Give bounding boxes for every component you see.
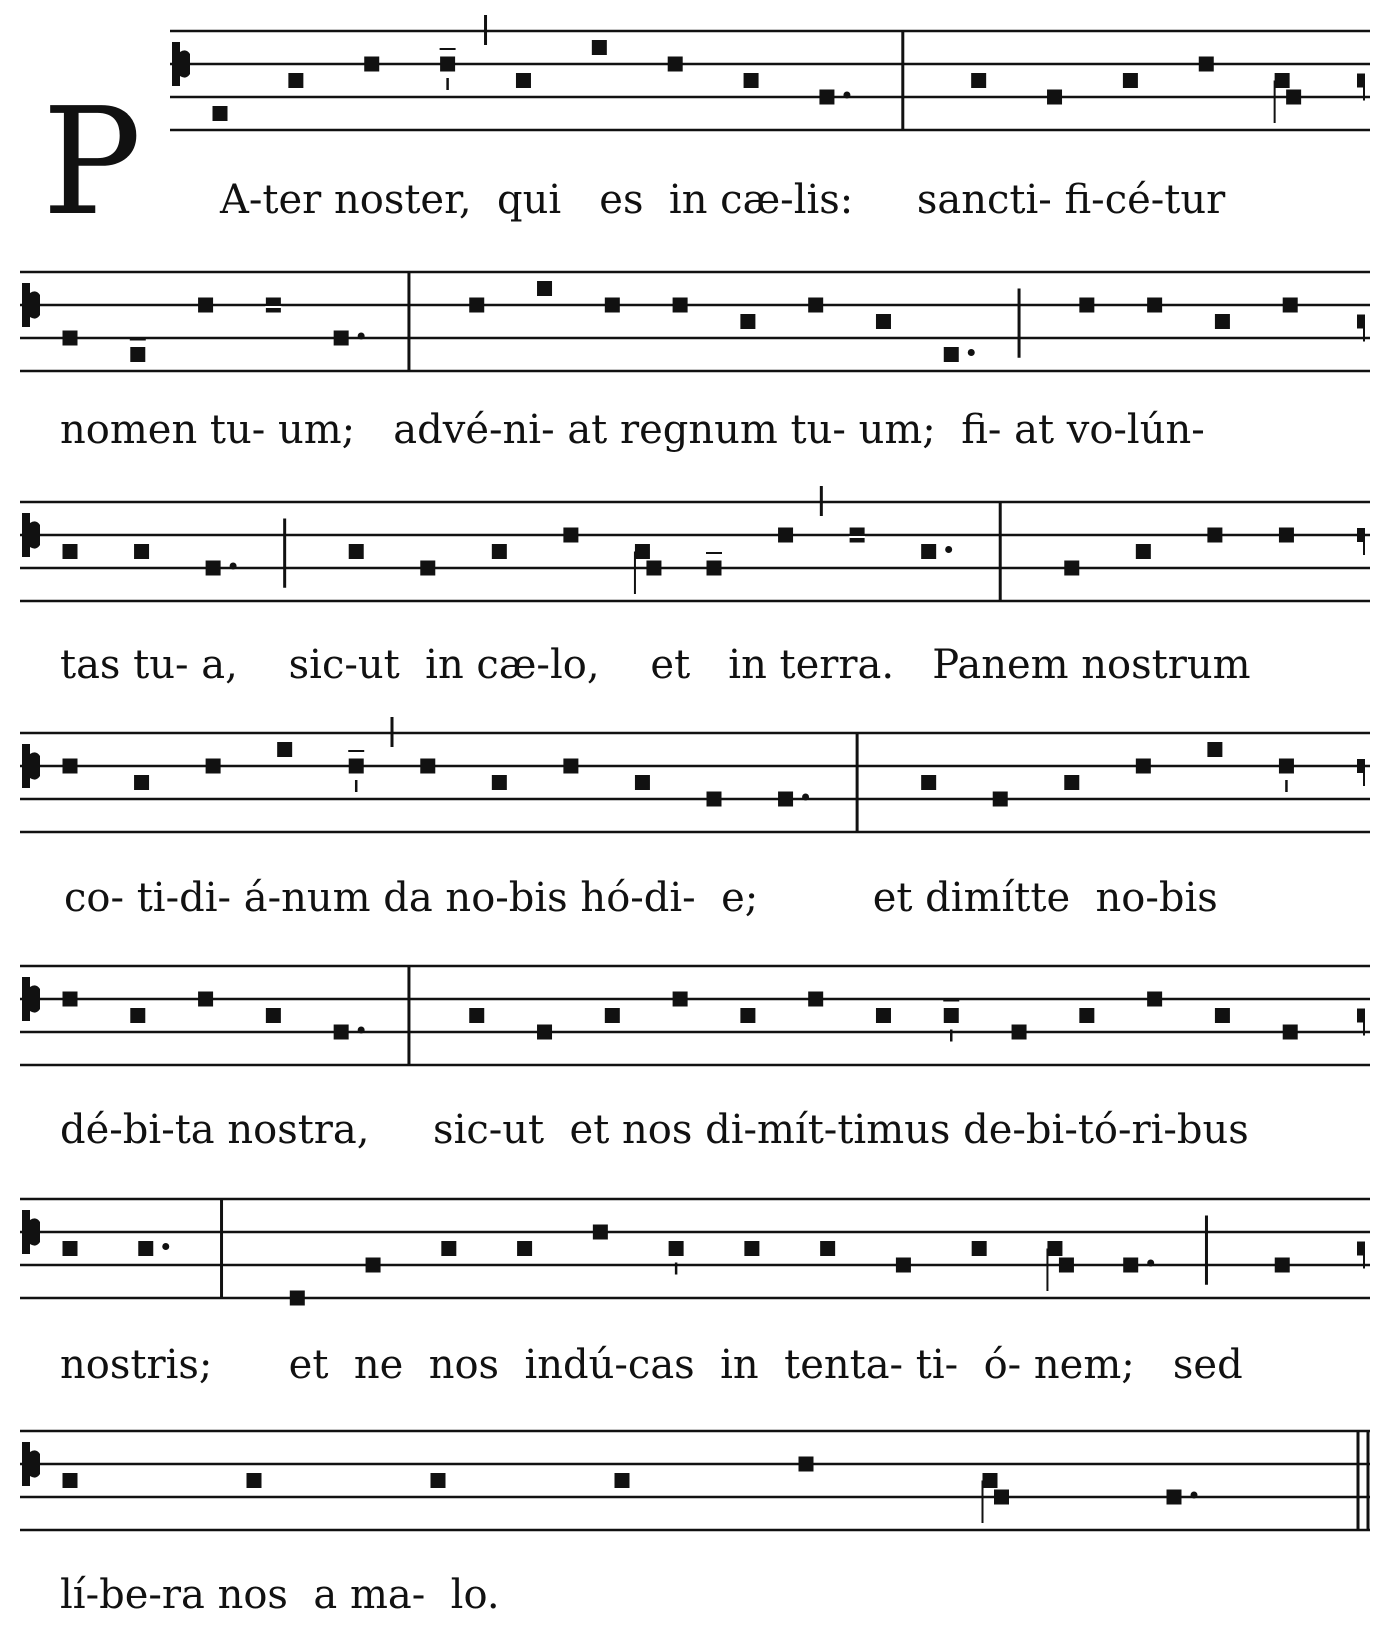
punctum-note [820,1241,835,1256]
punctum-note [420,561,435,576]
punctum-note [1283,298,1298,313]
punctum-note [1064,775,1079,790]
mora-dot [358,1027,365,1034]
punctum-note [850,528,865,543]
punctum-note [198,298,213,313]
punctum-note [1064,561,1079,576]
punctum-note [1059,1258,1074,1273]
punctum-note [808,298,823,313]
mora-dot [843,92,850,99]
mora-dot [968,349,975,356]
punctum-note [206,561,221,576]
punctum-note [983,1473,998,1488]
punctum-note [1207,742,1222,757]
punctum-note [130,347,145,362]
c-clef-icon [22,1210,40,1254]
punctum-note [492,544,507,559]
punctum-note [130,1008,145,1023]
punctum-note [334,1025,349,1040]
custos [1358,760,1364,786]
punctum-note [1079,1008,1094,1023]
punctum-note [349,544,364,559]
punctum-note [921,775,936,790]
punctum-note [349,759,364,774]
punctum-note [63,544,78,559]
punctum-note [206,759,221,774]
punctum-note [669,1241,684,1256]
c-clef-icon [22,1442,40,1486]
lyric-line: dé-bi-ta nostra, sic-ut et nos di-mít-timus de-bi-tó-ri-bus [60,1107,1249,1153]
punctum-note [1167,1490,1182,1505]
c-clef-icon [22,977,40,1021]
punctum-note [63,1473,78,1488]
punctum-note [1199,57,1214,72]
c-clef-icon [22,513,40,557]
punctum-note [971,73,986,88]
lyric-line: lí-be-ra nos a ma- lo. [60,1572,500,1618]
lyric-line: nostris; et ne nos indú-cas in tenta- ti- ó- nem; sed [60,1342,1243,1388]
punctum-note [1136,544,1151,559]
punctum-note [1283,1025,1298,1040]
punctum-note [1215,314,1230,329]
punctum-note [1279,759,1294,774]
punctum-note [673,298,688,313]
punctum-note [1123,1258,1138,1273]
punctum-note [63,1241,78,1256]
punctum-note [277,742,292,757]
punctum-note [247,1473,262,1488]
punctum-note [744,1241,759,1256]
punctum-note [1286,90,1301,105]
punctum-note [635,775,650,790]
punctum-note [266,298,281,313]
punctum-note [441,1241,456,1256]
punctum-note [605,298,620,313]
punctum-note [994,1490,1009,1505]
punctum-note [366,1258,381,1273]
punctum-note [63,759,78,774]
mora-dot [358,333,365,340]
mora-dot [802,794,809,801]
punctum-note [1047,1241,1062,1256]
mora-dot [945,546,952,553]
punctum-note [134,775,149,790]
punctum-note [944,347,959,362]
punctum-note [334,331,349,346]
punctum-note [537,281,552,296]
punctum-note [819,90,834,105]
punctum-note [1215,1008,1230,1023]
punctum-note [469,298,484,313]
punctum-note [431,1473,446,1488]
punctum-note [707,792,722,807]
punctum-note [668,57,683,72]
punctum-note [266,1008,281,1023]
punctum-note [1275,73,1290,88]
punctum-note [744,73,759,88]
punctum-note [799,1457,814,1472]
mora-dot [230,563,237,570]
lyric-line: tas tu- a, sic-ut in cæ-lo, et in terra. Panem nostrum [60,642,1251,688]
c-clef-icon [22,283,40,327]
drop-cap-initial: P [42,76,142,248]
lyric-line: nomen tu- um; advé-ni- at regnum tu- um; fi- at vo-lún- [60,407,1205,453]
punctum-note [615,1473,630,1488]
punctum-note [993,792,1008,807]
punctum-note [778,792,793,807]
punctum-note [635,544,650,559]
punctum-note [492,775,507,790]
punctum-note [707,561,722,576]
punctum-note [1123,73,1138,88]
punctum-note [213,106,228,121]
punctum-note [364,57,379,72]
punctum-note [1047,90,1062,105]
punctum-note [944,1008,959,1023]
punctum-note [1275,1258,1290,1273]
punctum-note [673,992,688,1007]
punctum-note [646,561,661,576]
c-clef-icon [172,42,190,86]
punctum-note [876,314,891,329]
punctum-note [592,40,607,55]
lyric-line: A-ter noster, qui es in cæ-lis: sancti- fi-cé-tur [220,177,1226,223]
punctum-note [198,992,213,1007]
custos [1358,529,1364,555]
punctum-note [1079,298,1094,313]
punctum-note [972,1241,987,1256]
punctum-note [740,1008,755,1023]
punctum-note [605,1008,620,1023]
punctum-note [290,1291,305,1306]
punctum-note [563,528,578,543]
punctum-note [134,544,149,559]
punctum-note [1147,992,1162,1007]
c-clef-icon [22,744,40,788]
punctum-note [921,544,936,559]
mora-dot [1147,1260,1154,1267]
punctum-note [778,528,793,543]
punctum-note [740,314,755,329]
punctum-note [288,73,303,88]
punctum-note [537,1025,552,1040]
punctum-note [563,759,578,774]
mora-dot [162,1243,169,1250]
punctum-note [1279,528,1294,543]
punctum-note [517,1241,532,1256]
punctum-note [469,1008,484,1023]
punctum-note [896,1258,911,1273]
punctum-note [63,992,78,1007]
punctum-note [420,759,435,774]
punctum-note [440,57,455,72]
punctum-note [63,331,78,346]
punctum-note [1147,298,1162,313]
mora-dot [1191,1492,1198,1499]
punctum-note [876,1008,891,1023]
punctum-note [1012,1025,1027,1040]
punctum-note [1207,528,1222,543]
punctum-note [808,992,823,1007]
punctum-note [516,73,531,88]
lyric-line: co- ti-di- á-num da no-bis hó-di- e; et dimítte no-bis [64,875,1218,921]
punctum-note [138,1241,153,1256]
punctum-note [1136,759,1151,774]
punctum-note [593,1225,608,1240]
